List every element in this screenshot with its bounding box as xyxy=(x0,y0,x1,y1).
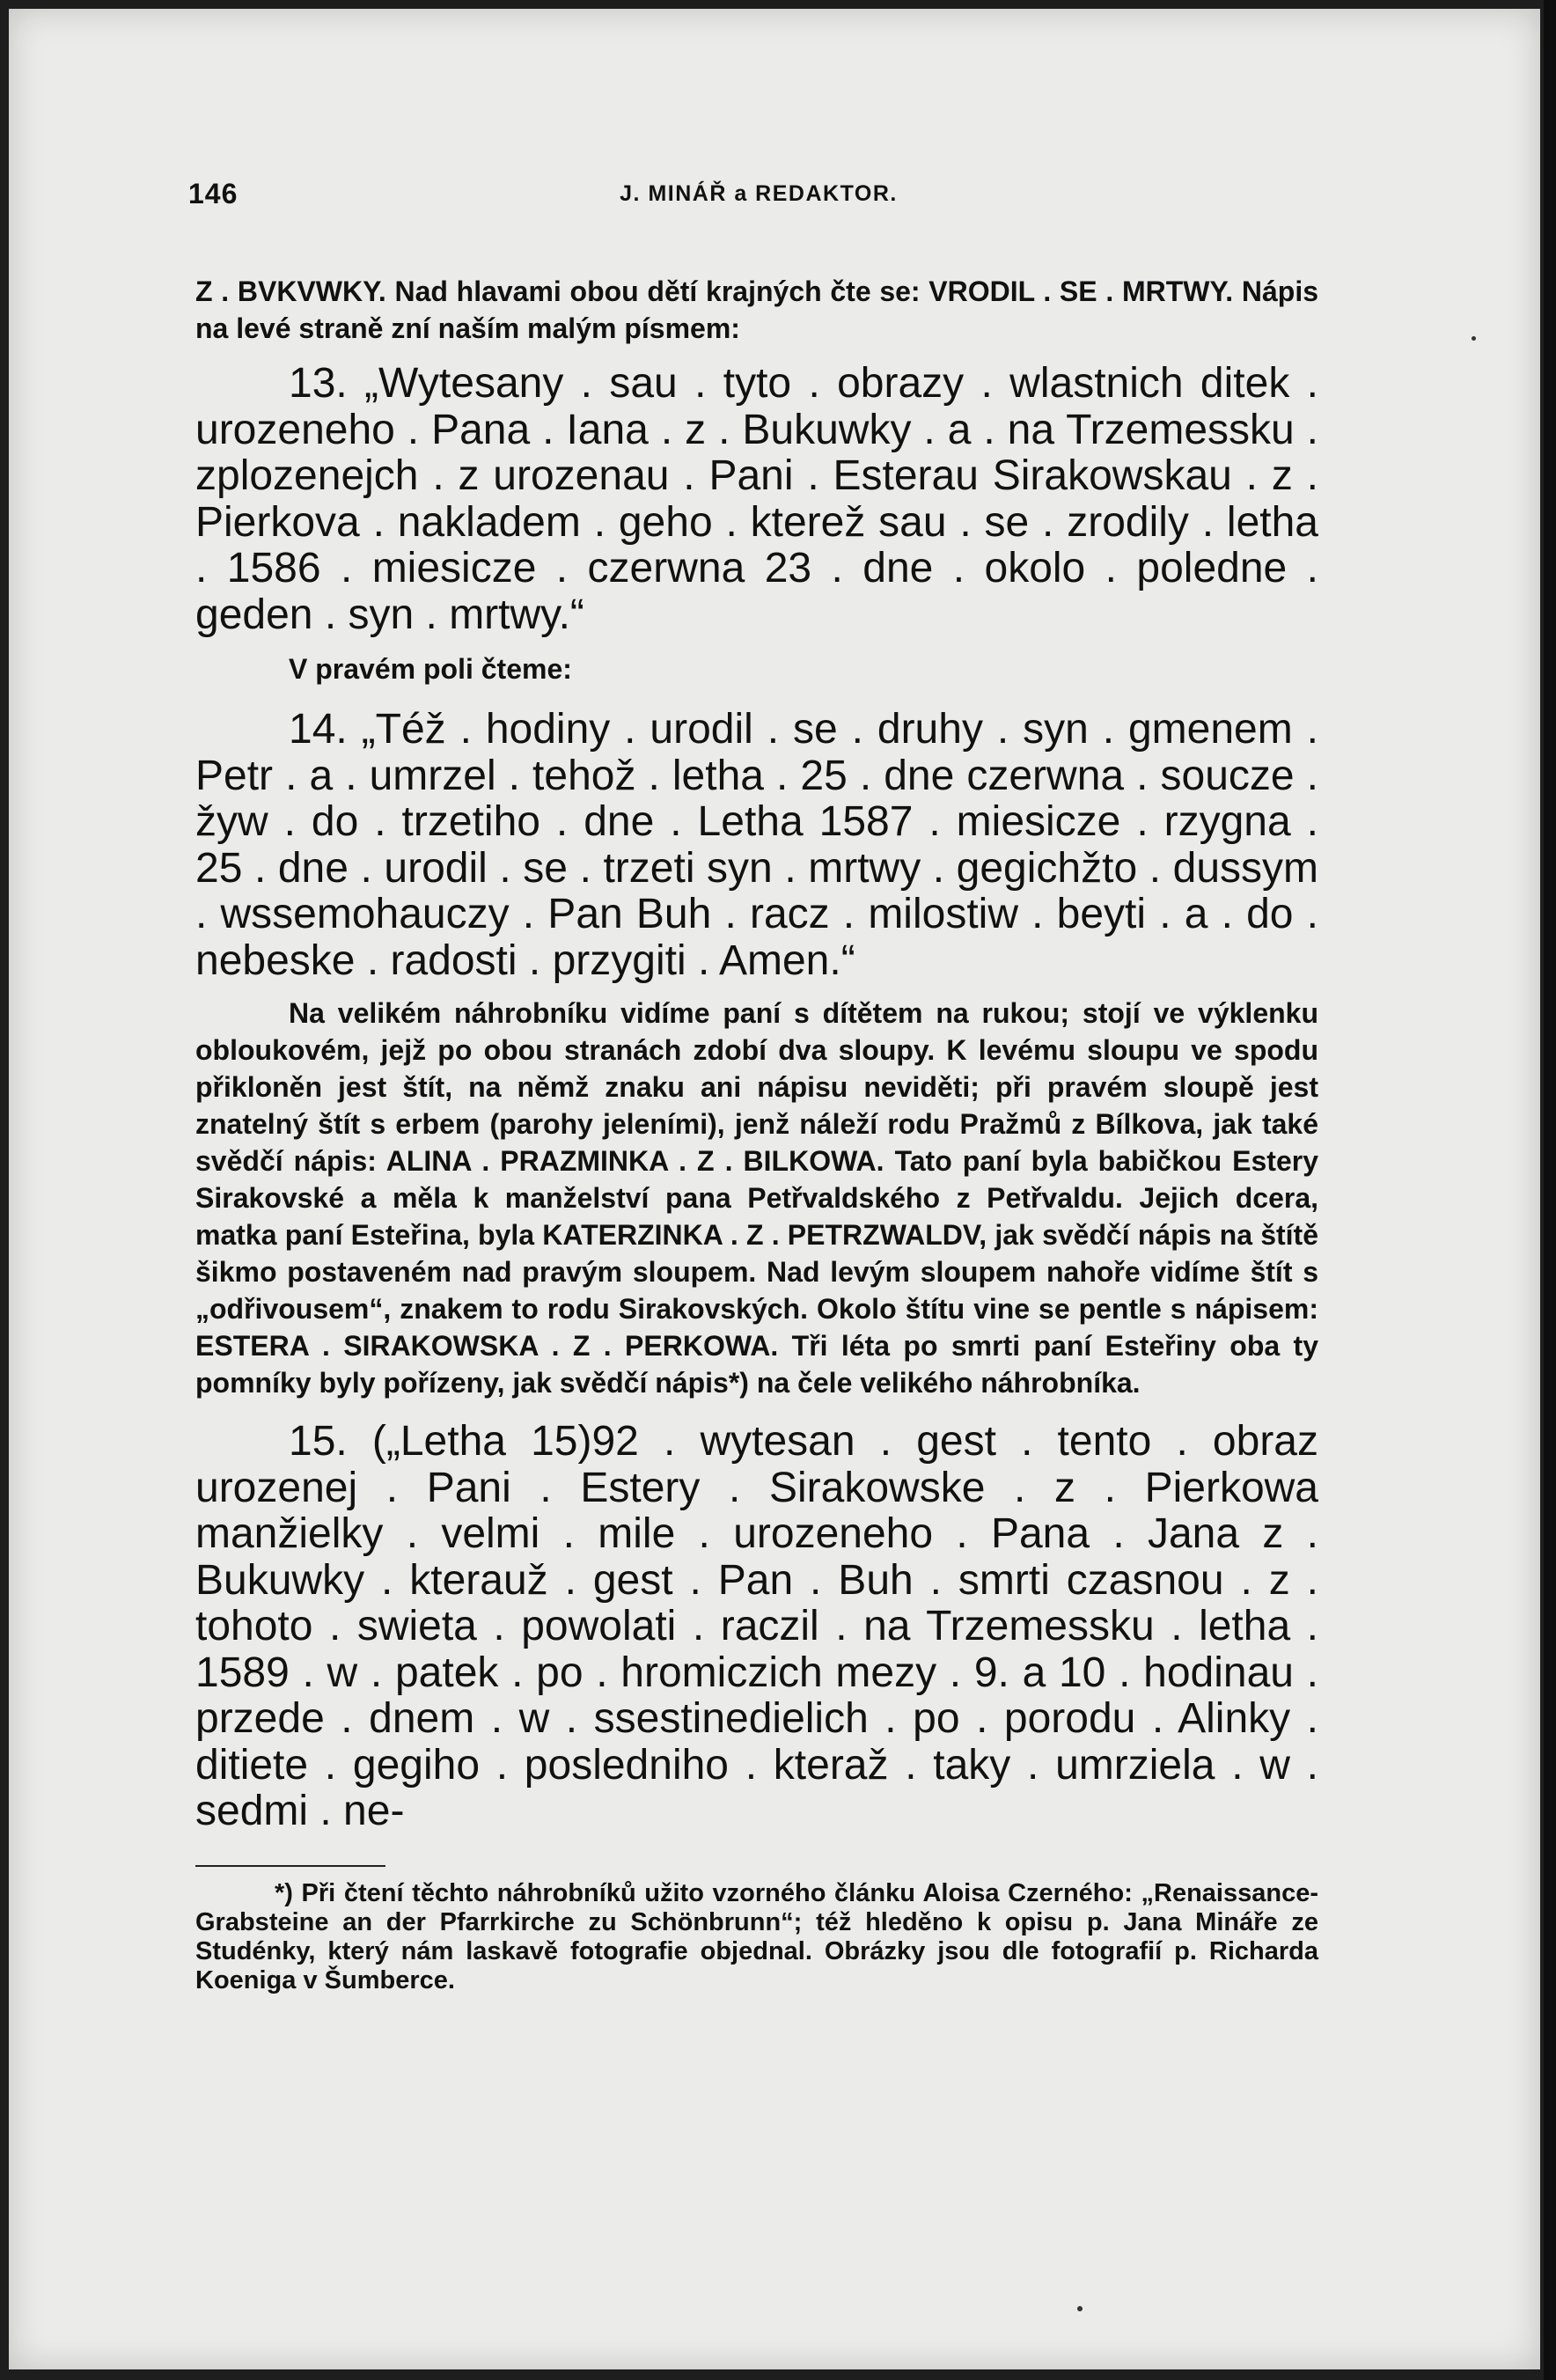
running-head: J. MINÁŘ a REDAKTOR. xyxy=(620,181,898,206)
footnote: *) Při čtení těchto náhrobníků užito vzorného článku Aloisa Czerného: „Renaissance-Grabsteine an der Pfarrkirche zu Schönbrunn“; též hleděno k opisu p. Jana Mináře ze Studénky, který nám laskavě fotografie objednal. Obrázky jsou dle fotografií p. Richarda Koeniga v Šumberce. xyxy=(195,1878,1318,1994)
scanned-page xyxy=(9,9,1540,2369)
print-speck xyxy=(1077,2306,1083,2311)
page-number: 146 xyxy=(188,178,239,209)
print-speck xyxy=(1472,336,1476,341)
footnote-separator xyxy=(195,1865,385,1867)
inscription-14: 14. „Též . hodiny . urodil . se . druhy . syn . gmenem . Petr . a . umrzel . tehož . letha . 25 . dne czerwna . soucze . žyw . do . trzetiho . dne . Letha 1587 . miesicze . rzygna . 25 . dne . urodil . se . trzeti syn . mrtwy . gegichžto . dussym . wssemohauczy . Pan Buh . racz . milostiw . beyti . a . do . nebeske . radosti . przygiti . Amen.“ xyxy=(195,706,1318,984)
scan-edge xyxy=(1544,0,1556,2380)
page-header xyxy=(188,178,1329,217)
tomb-description-paragraph: Na velikém náhrobníku vidíme paní s dítětem na rukou; stojí ve výklenku obloukovém, jejž po obou stranách zdobí dva sloupy. K levému sloupu ve spodu přikloněn jest štít, na němž znaku ani nápisu neviděti; při pravém sloupě jest znatelný štít s erbem (parohy jeleními), jenž náleží rodu Pražmů z Bílkova, jak také svědčí nápis: ALINA . PRAZMINKA . Z . BILKOWA. Tato paní byla babičkou Estery Sirakovské a měla k manželství pana Petřvaldského z Petřvaldu. Jejich dcera, matka paní Esteřina, byla KATERZINKA . Z . PETRZWALDV, jak svědčí nápis na štítě šikmo postaveném nad pravým sloupem. Nad levým sloupem nahoře vidíme štít s „odřivousem“, znakem to rodu Sirakovských. Okolo štítu vine se pentle s nápisem: ESTERA . SIRAKOWSKA . Z . PERKOWA. Tři léta po smrti paní Esteřiny oba ty pomníky byly pořízeny, jak svědčí nápis*) na čele velikého náhrobníka. xyxy=(195,997,1318,1399)
caption-right-field: V pravém poli čteme: xyxy=(289,653,572,685)
page-content xyxy=(195,273,1318,2021)
inscription-15: 15. („Letha 15)92 . wytesan . gest . tento . obraz urozenej . Pani . Estery . Sirakowske . z . Pierkowa manžielky . velmi . mile . urozeneho . Pana . Jana z . Bukuwky . kterauž . gest . Pan . Buh . smrti czasnou . z . tohoto . swieta . powolati . raczil . na Trzemessku . letha . 1589 . w . patek . po . hromiczich mezy . 9. a 10 . hodinau . przede . dnem . w . ssestinedielich . po . porodu . Alinky . ditiete . gegiho . posledniho . kteraž . taky . umrziela . w . sedmi . ne- xyxy=(195,1418,1318,1834)
inscription-13: 13. „Wytesany . sau . tyto . obrazy . wlastnich ditek . urozeneho . Pana . Iana . z . Bukuwky . a . na Trzemessku . zplozenejch . z urozenau . Pani . Esterau Sirakowskau . z . Pierkova . nakladem . geho . kterež sau . se . zrodily . letha . 1586 . miesicze . czerwna 23 . dne . okolo . poledne . geden . syn . mrtwy.“ xyxy=(195,360,1318,638)
intro-paragraph: Z . BVKVWKY. Nad hlavami obou dětí krajných čte se: VRODIL . SE . MRTWY. Nápis na levé straně zní naším malým písmem: xyxy=(195,275,1318,344)
